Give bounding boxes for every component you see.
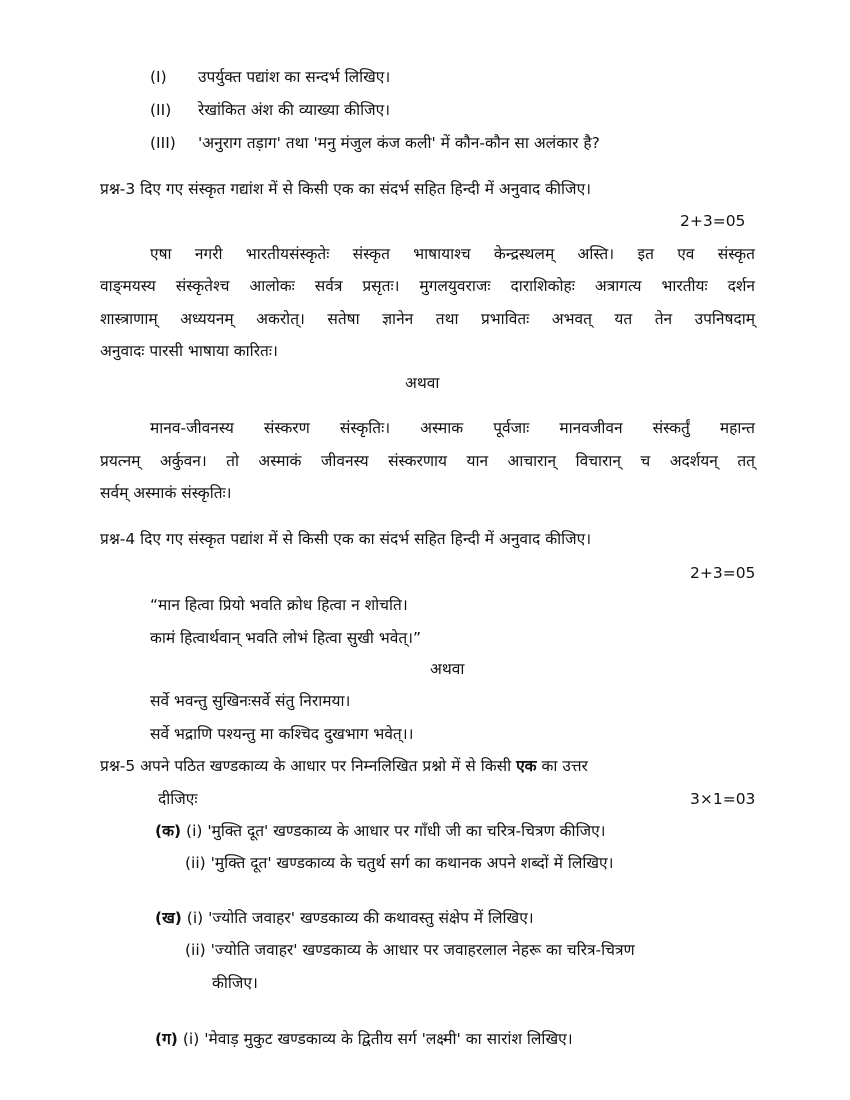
question-5-label: प्रश्न-5	[100, 757, 136, 775]
question-4-marks: 2+3=05	[690, 564, 756, 582]
question-4-label: प्रश्न-4	[100, 530, 136, 548]
question-3-label: प्रश्न-3	[100, 180, 136, 198]
sub-item-text: 'मुक्ति दूत' खण्डकाव्य के आधार पर गाँधी जी का चरित्र-चित्रण कीजिए।	[207, 822, 606, 840]
sub-item-number: (i)	[182, 1030, 200, 1048]
q3-passage1-line: शास्त्राणाम् अध्ययनम् अकरोत्। सतेषा ज्ञानेन तथा प्रभावितः अभवत् यत तेन उपनिषदाम्	[100, 310, 755, 328]
sub-question-1	[150, 66, 391, 88]
sub-question-number: (III)	[150, 134, 176, 152]
sub-item-number: (i)	[186, 822, 203, 840]
question-5-marks: 3×1=03	[690, 790, 756, 808]
question-5-emphasis: एक	[516, 757, 537, 775]
question-5-text: अपने पठित खण्डकाव्य के आधार पर निम्नलिखित प्रश्नो में से किसी	[140, 757, 512, 775]
question-3-text: दिए गए संस्कृत गद्यांश में से किसी एक का संदर्भ सहित हिन्दी में अनुवाद कीजिए।	[140, 180, 592, 198]
sub-item-number: (i)	[186, 909, 204, 927]
question-3-heading	[100, 178, 591, 200]
sub-question-text: रेखांकित अंश की व्याख्या कीजिए।	[198, 101, 391, 119]
option-kha	[155, 907, 534, 929]
q4-verse1-line: कामं हित्वार्थवान् भवति लोभं हित्वा सुखी भवेत्।”	[150, 629, 422, 647]
question-5-text-line2: दीजिएः	[158, 790, 198, 808]
option-label: (ख)	[155, 909, 182, 927]
or-divider: अथवा	[405, 374, 440, 392]
option-kha-ii-continued: कीजिए।	[212, 974, 258, 992]
sub-question-text: उपर्युक्त पद्यांश का सन्दर्भ लिखिए।	[198, 68, 391, 86]
sub-item-number: (ii)	[185, 941, 206, 959]
q4-verse2-line: सर्वे भवन्तु सुखिनःसर्वे संतु निरामया।	[150, 692, 351, 710]
sub-item-text: 'मेवाड़ मुकुट खण्डकाव्य के द्वितीय सर्ग 'लक्ष्मी' का सारांश लिखिए।	[204, 1030, 573, 1048]
question-4-text: दिए गए संस्कृत पद्यांश में से किसी एक का संदर्भ सहित हिन्दी में अनुवाद कीजिए।	[140, 530, 592, 548]
option-ga	[155, 1028, 573, 1050]
sub-item-text: 'ज्योति जवाहर' खण्डकाव्य के आधार पर जवाहरलाल नेहरू का चरित्र-चित्रण	[210, 941, 635, 959]
q3-passage1-line: वाङ्‌मयस्य संस्कृतेश्च आलोकः सर्वत्र प्रसृतः। मुगलयुवराजः दाराशिकोहः अत्रागत्य भारतीयः दर्शन	[100, 277, 755, 295]
q3-passage1-line: अनुवादः पारसी भाषाया कारितः।	[100, 342, 278, 360]
option-label: (क)	[155, 822, 182, 840]
question-4-heading	[100, 528, 591, 550]
option-kha-ii	[185, 939, 635, 961]
sub-question-number: (I)	[150, 68, 167, 86]
or-divider: अथवा	[430, 660, 465, 678]
sub-question-text: 'अनुराग तड़ाग' तथा 'मनु मंजुल कंज कली' में कौन-कौन सा अलंकार है?	[198, 134, 600, 152]
q3-passage2-line: मानव-जीवनस्य संस्करण संस्कृतिः। अस्माक पूर्वजाः मानवजीवन संस्कर्तुं महान्त	[150, 419, 755, 437]
sub-question-3	[150, 132, 600, 154]
sub-item-number: (ii)	[185, 854, 206, 872]
sub-item-text: 'ज्योति जवाहर' खण्डकाव्य की कथावस्तु संक्षेप में लिखिए।	[208, 909, 534, 927]
option-label: (ग)	[155, 1030, 178, 1048]
sub-item-text: 'मुक्ति दूत' खण्डकाव्य के चतुर्थ सर्ग का कथानक अपने शब्दों में लिखिए।	[210, 854, 614, 872]
option-ka	[155, 820, 606, 842]
q4-verse1-line: “मान हित्वा प्रियो भवति क्रोध हित्वा न शोचति।	[150, 596, 408, 614]
question-3-marks: 2+3=05	[680, 212, 746, 230]
option-ka-ii	[185, 852, 613, 874]
sub-question-2	[150, 99, 391, 121]
question-5-heading	[100, 755, 588, 777]
q3-passage2-line: प्रयत्नम् अर्कुवन। तो अस्माकं जीवनस्य संस्करणाय यान आचारान् विचारान् च अदर्शयन् तत्	[100, 452, 755, 470]
q4-verse2-line: सर्वे भद्राणि पश्यन्तु मा कश्चिद दुखभाग भवेत्।।	[150, 725, 414, 743]
q3-passage2-line: सर्वम् अस्माकं संस्कृतिः।	[100, 484, 232, 502]
sub-question-number: (II)	[150, 101, 172, 119]
q3-passage1-line: एषा नगरी भारतीयसंस्कृतेः संस्कृत भाषायाश्च केन्द्रस्थलम् अस्ति। इत एव संस्कृत	[150, 245, 755, 263]
question-5-text-end: का उत्तर	[541, 757, 588, 775]
